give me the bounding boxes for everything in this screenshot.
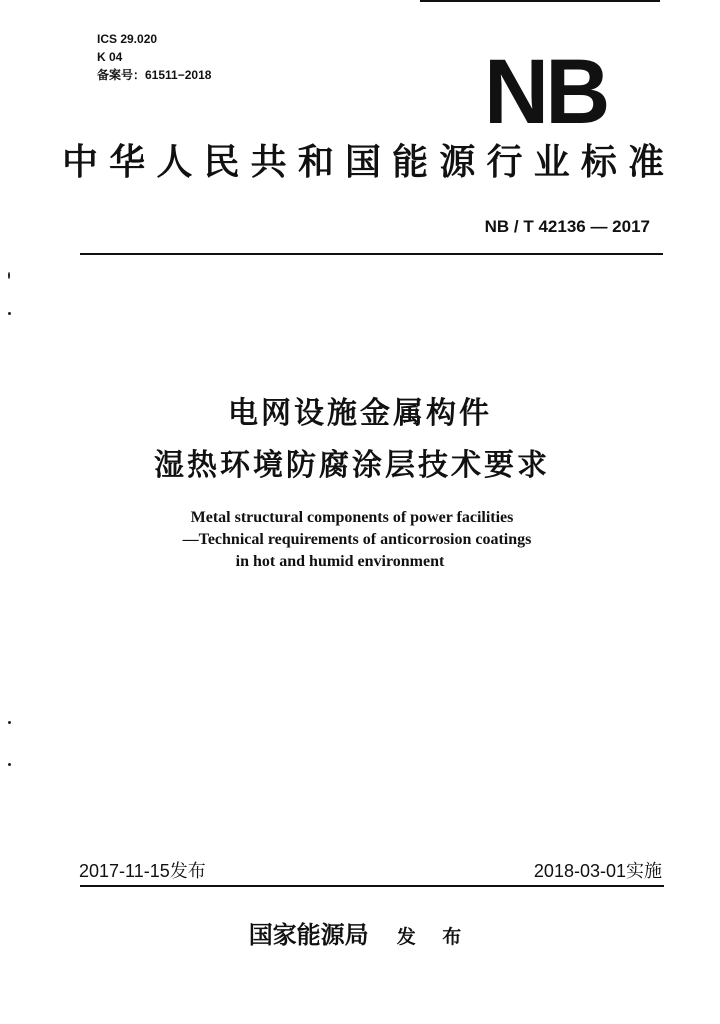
title-cn-line2: 湿热环境防腐涂层技术要求	[154, 448, 550, 483]
scan-speck	[8, 721, 11, 724]
title-en-line2: —Technical requirements of anticorrosion coatings	[182, 531, 532, 548]
issuer-action: 发 布	[396, 926, 472, 948]
implementation-date: 2018-03-01实施	[533, 861, 662, 881]
footer-divider	[80, 885, 664, 887]
title-en-line3: in hot and humid environment	[235, 553, 445, 570]
standard-number: NB / T 42136 — 2017	[484, 217, 650, 236]
scan-speck	[8, 763, 11, 766]
header-divider	[80, 253, 663, 255]
filing-number: 备案号：61511−2018	[97, 68, 212, 82]
ics-code: ICS 29.020	[97, 32, 158, 46]
issuer-name: 国家能源局	[248, 920, 369, 949]
standard-category: 中华人民共和国能源行业标准	[62, 141, 664, 183]
title-en-line1: Metal structural components of power facilities	[190, 509, 514, 526]
nb-logo: NB	[484, 41, 607, 143]
scan-speck	[8, 312, 11, 315]
scan-speck	[8, 272, 10, 279]
top-rule	[420, 0, 660, 2]
issuer-line	[0, 915, 720, 950]
title-cn-line1: 电网设施金属构件	[228, 396, 492, 431]
classification-code: K 04	[97, 50, 123, 64]
issue-date: 2017-11-15发布	[79, 861, 206, 881]
